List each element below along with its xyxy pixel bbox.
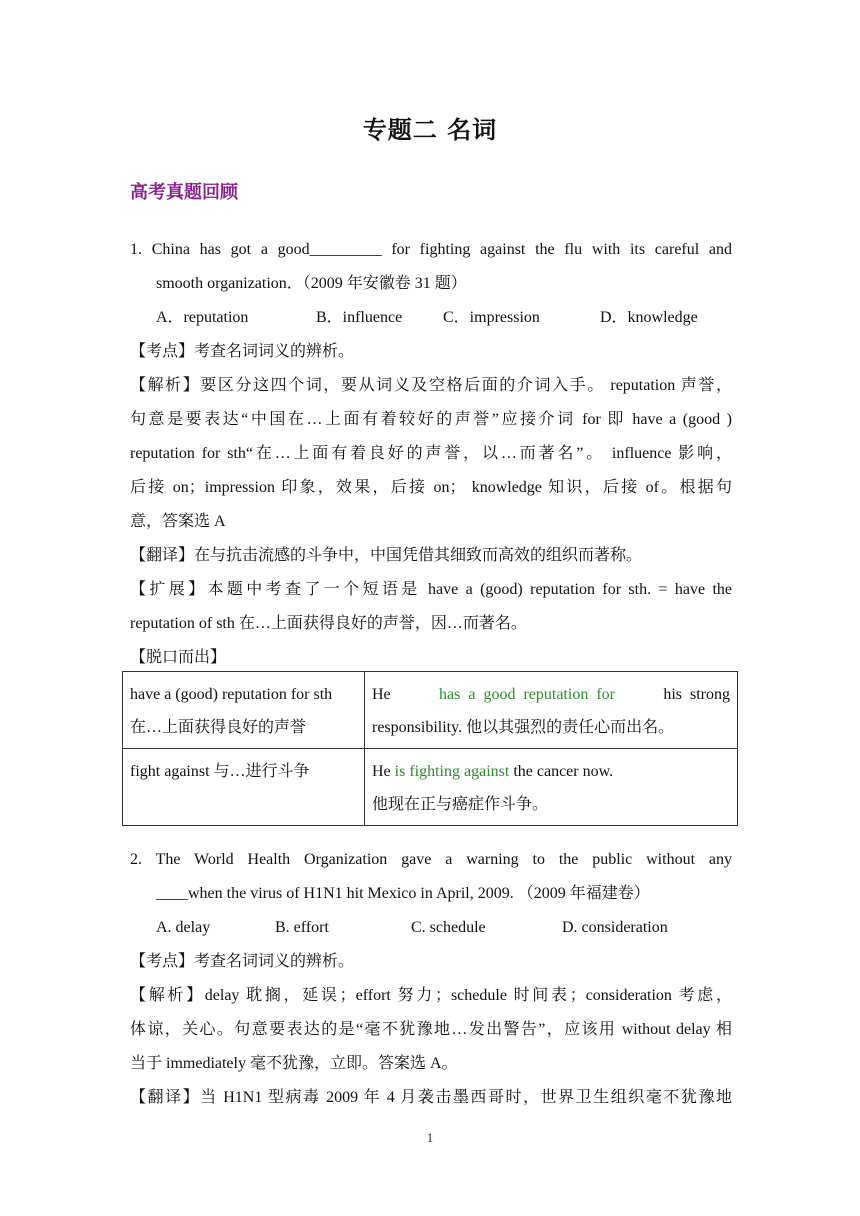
q2-fanyi: 【翻译】当 H1N1 型病毒 2009 年 4 月袭击墨西哥时，世界卫生组织毫不犹豫地 <box>130 1089 732 1106</box>
phrase-meaning: 在…上面获得良好的声誉 <box>130 719 307 736</box>
q1-options <box>156 308 732 328</box>
example-line1 <box>372 755 730 788</box>
q1-jiexi-line3: reputation for sth“在…上面有着良好的声誉，以…而著名”。 influence 影响， <box>130 445 732 462</box>
q1-option-b: B．influence <box>316 309 403 326</box>
q2-stem-line2: ____when the virus of H1N1 hit Mexico in April, 2009. （2009 年福建卷） <box>156 885 650 902</box>
example-highlight: has a good reputation for <box>439 686 615 703</box>
q1-kaodian: 【考点】考查名词词义的辨析。 <box>130 343 355 360</box>
phrase-cell <box>123 749 365 826</box>
table-row <box>123 749 738 826</box>
q1-tuokou-heading: 【脱口而出】 <box>130 649 227 666</box>
example-pre: He <box>372 763 391 780</box>
q2-jiexi-line2: 体谅，关心。句意要表达的是“毫不犹豫地…发出警告”，应该用 without delay 相 <box>130 1021 732 1038</box>
example-post: his strong <box>663 686 730 703</box>
page-number: 1 <box>426 1130 434 1145</box>
q2-option-c: C. schedule <box>411 919 486 936</box>
q2-stem-line1: 2. The World Health Organization gave a warning to the public without any <box>130 851 732 868</box>
document-title: 专题二 名词 <box>362 116 498 144</box>
table-row <box>123 672 738 749</box>
q1-stem-line2: smooth organization．（2009 年安徽卷 31 题） <box>156 275 467 292</box>
example-line2: 他现在正与癌症作斗争。 <box>372 796 549 813</box>
q1-kuozhan-line2: reputation of sth 在…上面获得良好的声誉，因…而著名。 <box>130 615 527 632</box>
q1-jiexi-line2: 句意是要表达“中国在…上面有着较好的声誉”应接介词 for 即 have a (good ) <box>130 411 732 428</box>
q2-option-b: B. effort <box>275 919 329 936</box>
phrase-text: have a (good) reputation for sth <box>130 686 333 703</box>
q2-kaodian: 【考点】考查名词词义的辨析。 <box>130 953 355 970</box>
q2-option-d: D. consideration <box>562 919 668 936</box>
example-line1 <box>372 678 730 711</box>
q1-jiexi-line4: 后接 on；impression 印象，效果，后接 on； knowledge 知识，后接 of。根据句 <box>130 479 732 496</box>
q2-jiexi-line3: 当于 immediately 毫不犹豫，立即。答案选 A。 <box>130 1055 458 1072</box>
q2-jiexi-line1: 【解析】delay 耽搁，延误；effort 努力；schedule 时间表；consideration 考虑， <box>130 987 732 1004</box>
example-line2: responsibility. 他以其强烈的责任心而出名。 <box>372 719 675 736</box>
section-heading: 高考真题回顾 <box>130 182 238 203</box>
q2-options <box>156 918 732 938</box>
example-cell <box>365 672 738 749</box>
example-post: the cancer now. <box>513 763 614 780</box>
q1-fanyi: 【翻译】在与抗击流感的斗争中，中国凭借其细致而高效的组织而著称。 <box>130 547 643 564</box>
example-cell <box>365 749 738 826</box>
q1-kuozhan-line1: 【扩展】本题中考查了一个短语是 have a (good) reputation for sth. = have the <box>130 581 732 598</box>
q1-option-a: A．reputation <box>156 309 249 326</box>
phrase-table <box>122 671 738 826</box>
q1-option-c: C．impression <box>443 309 540 326</box>
q1-jiexi-line5: 意，答案选 A <box>130 513 226 530</box>
q1-option-d: D．knowledge <box>600 309 698 326</box>
phrase-text: fight against 与…进行斗争 <box>130 763 310 780</box>
example-pre: He <box>372 686 391 703</box>
q2-option-a: A. delay <box>156 919 211 936</box>
phrase-cell <box>123 672 365 749</box>
q1-stem-line1: 1. China has got a good_________ for fighting against the flu with its careful and <box>130 241 732 258</box>
q1-jiexi-line1: 【解析】要区分这四个词，要从词义及空格后面的介词入手。 reputation 声誉， <box>130 377 732 394</box>
example-highlight: is fighting against <box>394 763 510 780</box>
